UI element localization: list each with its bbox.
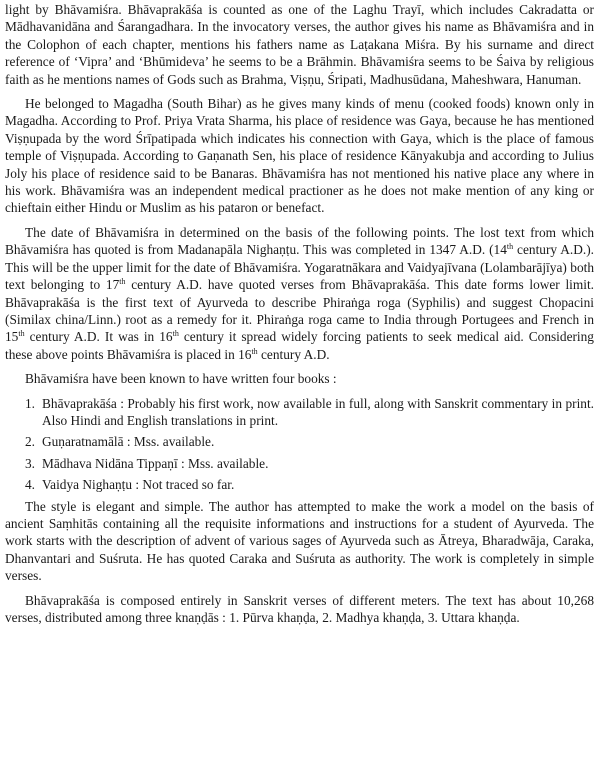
date-text-4: century A.D. It was in 16 <box>24 329 173 345</box>
date-text-1: The date of Bhāvamiśra in determined on the basis of the following points. The lost text from which Bhāvamiśra has quoted is from Madanapāla Nighaṇṭu. This was completed in 1347 A.D. (14 <box>5 224 594 258</box>
list-item-text: Bhāvaprakāśa : Probably his first work, now available in full, along with Sanskrit commentary in print. Also Hindi and English translations in print. <box>42 395 594 428</box>
date-text-5: century it spread widely forcing patients to seek medical aid. Considering these above points Bhāvamiśra is placed in 16 <box>5 329 594 362</box>
list-item <box>5 476 594 493</box>
ordinal-suffix: th <box>251 346 258 356</box>
ordinal-suffix: th <box>172 329 179 339</box>
paragraph-date <box>5 224 594 363</box>
list-item-number: 1. <box>25 395 36 411</box>
paragraph-composition: Bhāvaprakāśa is composed entirely in Sanskrit verses of different meters. The text has about 10,268 verses, distributed among three knaṇḍās : 1. Pūrva khaṇḍa, 2. Madhya khaṇḍa, 3. Uttara khaṇḍa. <box>5 592 594 625</box>
paragraph-style: The style is elegant and simple. The author has attempted to make the work a model on the basis of ancient Saṃhitās containing all the requisite informations and instructions for a student of Ayurveda. The work starts with the description of advent of various sages of Ayurveda such as Ātreya, Bharadwāja, Caraka, Dhanvantari and Suśruta. He has quoted Caraka and Suśruta as authority. The work is completely in simple verses. <box>5 498 594 584</box>
ordinal-suffix: th <box>506 242 514 252</box>
paragraph-books-intro: Bhāvamiśra have been known to have written four books : <box>25 371 337 387</box>
date-text-6: century A.D. <box>257 346 330 362</box>
list-item-text: Mādhava Nidāna Tippaṇī : Mss. available. <box>42 455 269 471</box>
list-item-text: Guṇaratnamālā : Mss. available. <box>42 434 215 450</box>
list-item <box>5 395 594 430</box>
list-item <box>5 455 594 472</box>
list-item <box>5 433 594 450</box>
list-item-number: 3. <box>25 455 36 471</box>
books-list <box>5 395 594 494</box>
list-item-number: 4. <box>25 477 36 493</box>
paragraph-residence: He belonged to Magadha (South Bihar) as he gives many kinds of menu (cooked foods) known only in Magadha. According to Prof. Priya Vrata Sharma, his place of residence was Gaya, because he has mentioned Viṣṇupada by the word Śrīpatipada which indicates his connection with Gaya, which is the place of famous temple of Viṣṇupada. According to Gaṇanath Sen, his place of residence Kānyakubja and according to Julius Joly his place of residence said to be Banaras. Bhāvamiśra has not mentioned his native place any where in his work. Bhāvamiśra was an independent medical practioner as he does not make mention of any king or chieftain either Hindu or Muslim as his pataron or benefact. <box>5 96 594 216</box>
list-item-number: 2. <box>25 434 36 450</box>
list-item-text: Vaidya Nighaṇṭu : Not traced so far. <box>42 477 235 493</box>
ordinal-suffix: th <box>18 329 25 339</box>
date-text-2: century A.D.). This will be the upper limit for the date of Bhāvamiśra. Yogaratnākara and Vaidyajīvana (Lolambarājīya) both text belonging to 17 <box>5 242 594 293</box>
date-text-3: century A.D. have quoted verses from Bhāvaprakāśa. This date forms lower limit. Bhāvaprakāśa is the first text of Ayurveda to describe Phiraṅga roga (Syphilis) and suggest Chopacini (Similax china/Linn.) root as a remedy for it. Phiraṅga roga came to India through Portugees and French in 15 <box>5 277 595 345</box>
paragraph-author-identity: light by Bhāvamiśra. Bhāvaprakāśa is counted as one of the Laghu Trayī, which includes Cakradatta or Mādhavanidāna and Śarangadhara. In the invocatory verses, the author gives his name as Bhāvamiśra and in the Colophon of each chapter, mentions his fathers name as Laṭakana Miśra. By his surname and direct reference of ‘Vipra’ and ‘Bhūmideva’ he seems to be a Brāhmin. Bhāvamiśra seems to be Śaiva by religious faith as he mentions names of Gods such as Brahma, Viṣṇu, Śripati, Madhusūdana, Maheshwara, Hanuman. <box>5 2 594 87</box>
ordinal-suffix: th <box>119 277 126 287</box>
